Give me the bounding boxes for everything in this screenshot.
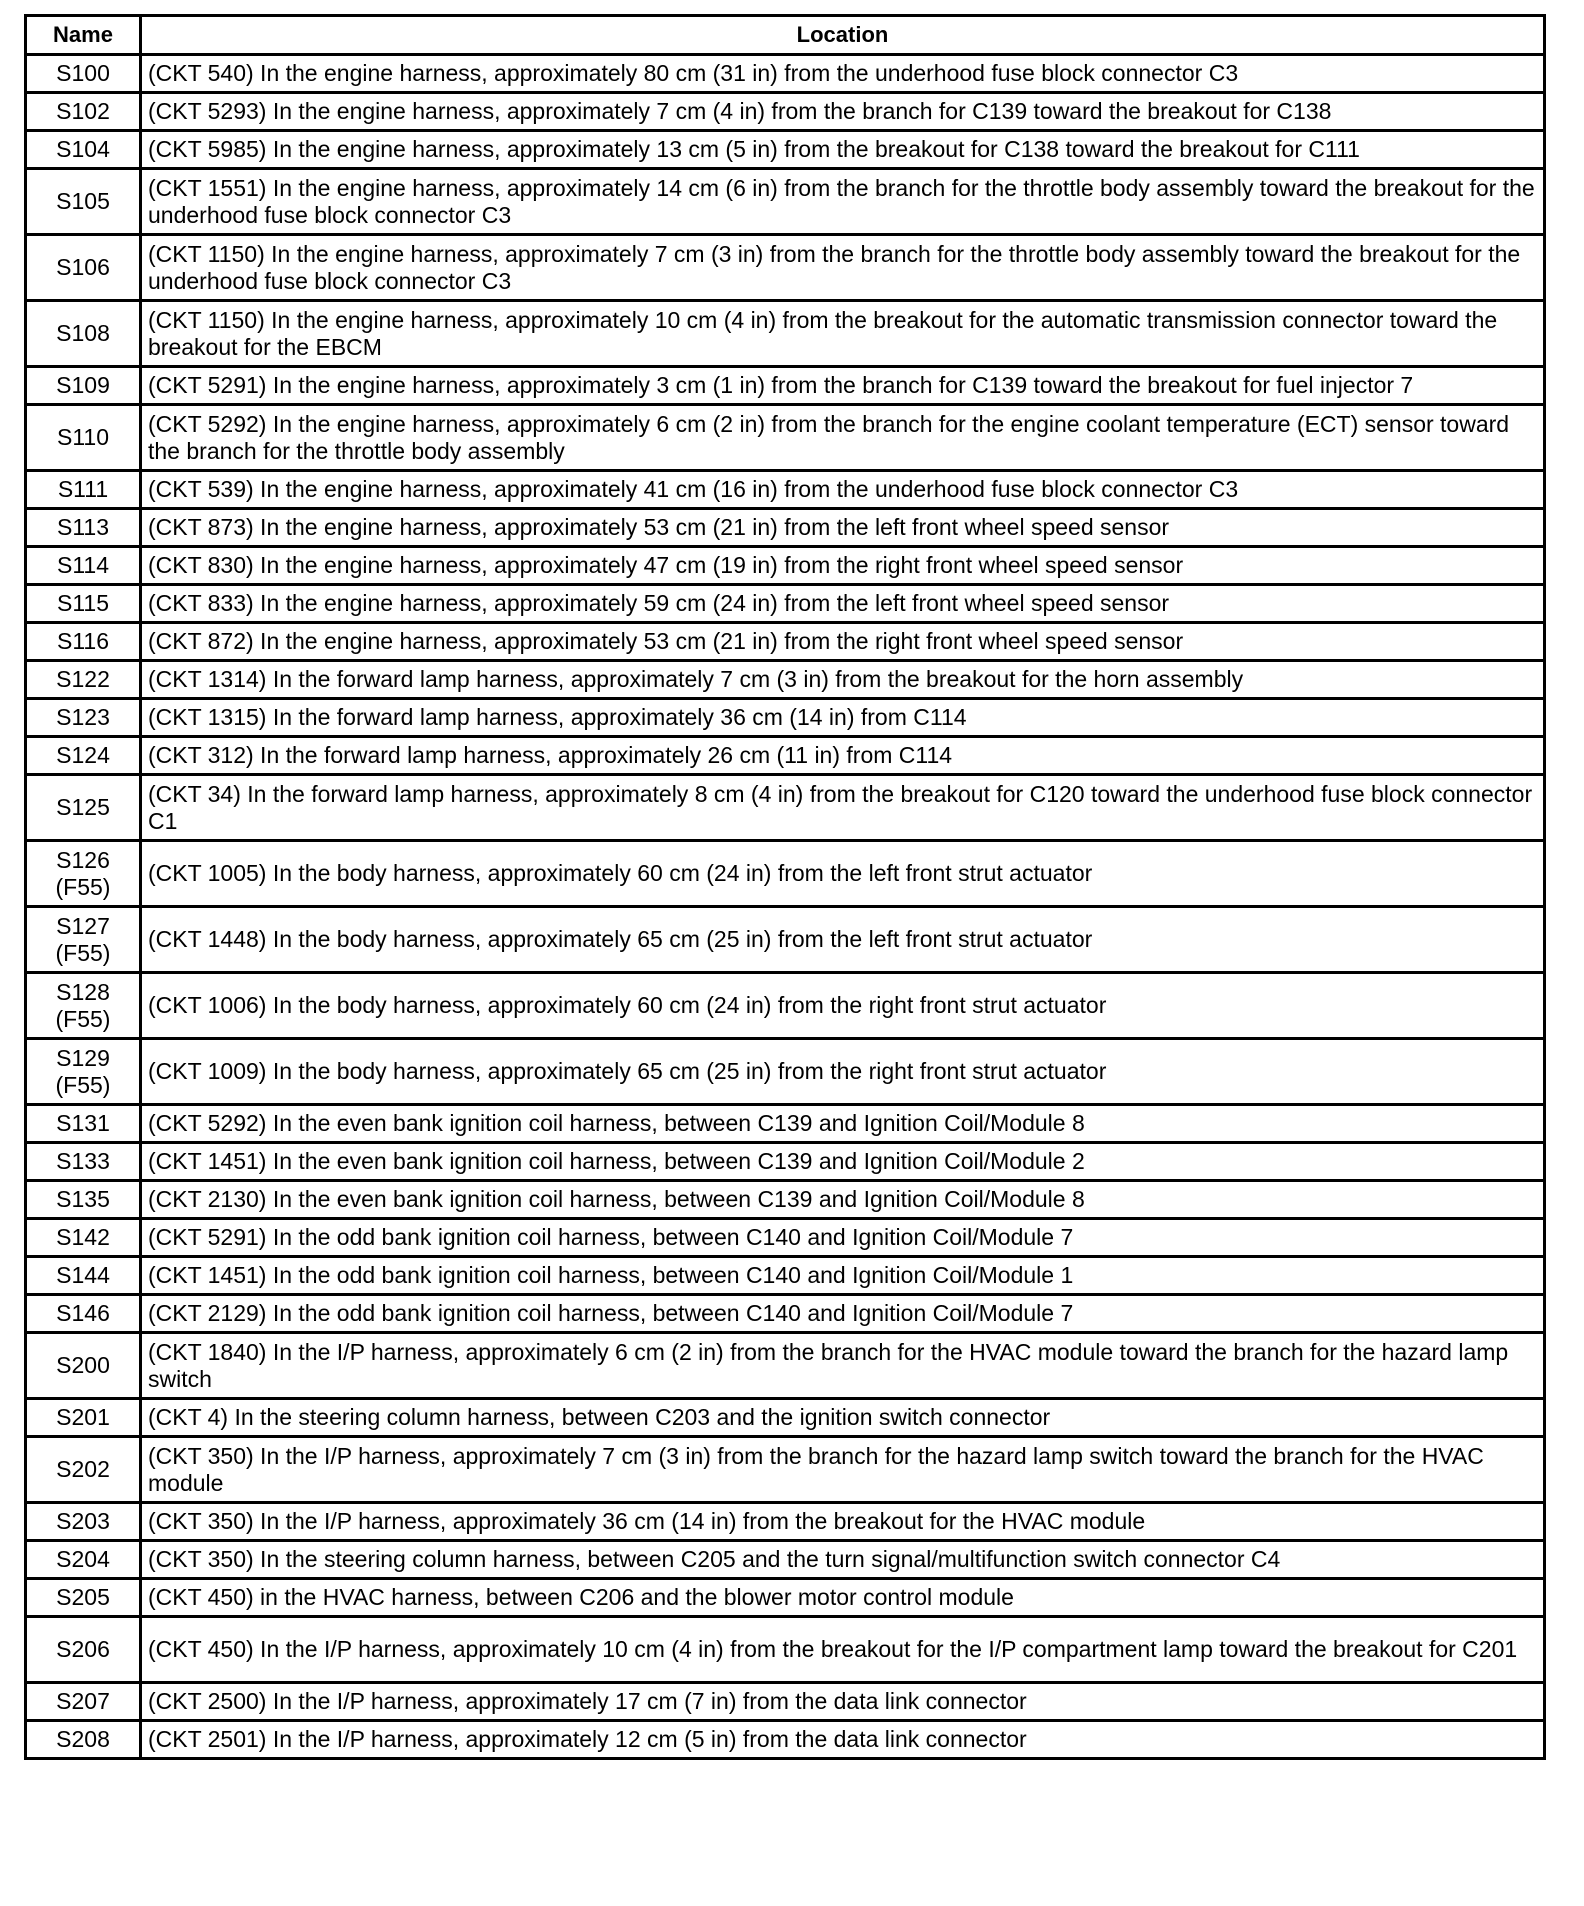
splice-name-cell: S124 [26, 737, 141, 775]
table-row [26, 93, 1545, 131]
splice-name-cell: S122 [26, 661, 141, 699]
splice-location-cell: (CKT 872) In the engine harness, approximately 53 cm (21 in) from the right front wheel speed sensor [141, 623, 1545, 661]
splice-name-cell: S106 [26, 235, 141, 301]
splice-name-cell: S142 [26, 1219, 141, 1257]
table-row [26, 55, 1545, 93]
splice-name-cell: S110 [26, 405, 141, 471]
splice-location-cell: (CKT 2501) In the I/P harness, approximately 12 cm (5 in) from the data link connector [141, 1721, 1545, 1759]
column-header-location: Location [141, 16, 1545, 55]
splice-name-cell: S208 [26, 1721, 141, 1759]
splice-name-cell: S131 [26, 1105, 141, 1143]
splice-location-table [24, 14, 1546, 1760]
splice-name-cell: S128 (F55) [26, 973, 141, 1039]
table-row [26, 235, 1545, 301]
table-row [26, 509, 1545, 547]
table-row [26, 1503, 1545, 1541]
splice-location-cell: (CKT 350) In the I/P harness, approximately 7 cm (3 in) from the branch for the hazard lamp switch toward the branch for the HVAC module [141, 1437, 1545, 1503]
splice-location-cell: (CKT 1006) In the body harness, approximately 60 cm (24 in) from the right front strut actuator [141, 973, 1545, 1039]
splice-location-cell: (CKT 2500) In the I/P harness, approximately 17 cm (7 in) from the data link connector [141, 1683, 1545, 1721]
splice-name-cell: S127 (F55) [26, 907, 141, 973]
table-row [26, 623, 1545, 661]
splice-location-cell: (CKT 2129) In the odd bank ignition coil harness, between C140 and Ignition Coil/Module 7 [141, 1295, 1545, 1333]
splice-name-cell: S113 [26, 509, 141, 547]
table-row [26, 1399, 1545, 1437]
splice-location-cell: (CKT 5291) In the odd bank ignition coil harness, between C140 and Ignition Coil/Module 7 [141, 1219, 1545, 1257]
splice-name-cell: S207 [26, 1683, 141, 1721]
splice-location-cell: (CKT 34) In the forward lamp harness, approximately 8 cm (4 in) from the breakout for C120 toward the underhood fuse block connector C1 [141, 775, 1545, 841]
table-row [26, 405, 1545, 471]
column-header-name: Name [26, 16, 141, 55]
splice-name-cell: S111 [26, 471, 141, 509]
splice-name-cell: S203 [26, 1503, 141, 1541]
table-row [26, 1257, 1545, 1295]
table-row [26, 1721, 1545, 1759]
splice-name-cell: S205 [26, 1579, 141, 1617]
splice-name-cell: S114 [26, 547, 141, 585]
splice-name-cell: S115 [26, 585, 141, 623]
splice-name-cell: S102 [26, 93, 141, 131]
splice-location-cell: (CKT 830) In the engine harness, approximately 47 cm (19 in) from the right front wheel speed sensor [141, 547, 1545, 585]
table-row [26, 547, 1545, 585]
splice-name-cell: S202 [26, 1437, 141, 1503]
splice-location-cell: (CKT 350) In the I/P harness, approximately 36 cm (14 in) from the breakout for the HVAC module [141, 1503, 1545, 1541]
table-row [26, 1039, 1545, 1105]
splice-name-cell: S116 [26, 623, 141, 661]
splice-location-cell: (CKT 5291) In the engine harness, approximately 3 cm (1 in) from the branch for C139 toward the breakout for fuel injector 7 [141, 367, 1545, 405]
splice-location-cell: (CKT 312) In the forward lamp harness, approximately 26 cm (11 in) from C114 [141, 737, 1545, 775]
splice-location-cell: (CKT 4) In the steering column harness, between C203 and the ignition switch connector [141, 1399, 1545, 1437]
table-row [26, 1295, 1545, 1333]
table-row [26, 1579, 1545, 1617]
splice-location-cell: (CKT 1551) In the engine harness, approximately 14 cm (6 in) from the branch for the throttle body assembly toward the breakout for the underhood fuse block connector C3 [141, 169, 1545, 235]
table-row [26, 841, 1545, 907]
splice-location-cell: (CKT 1150) In the engine harness, approximately 10 cm (4 in) from the breakout for the automatic transmission connector toward the breakout for the EBCM [141, 301, 1545, 367]
table-row [26, 471, 1545, 509]
splice-name-cell: S206 [26, 1617, 141, 1683]
table-row [26, 169, 1545, 235]
splice-location-cell: (CKT 1840) In the I/P harness, approximately 6 cm (2 in) from the branch for the HVAC module toward the branch for the hazard lamp switch [141, 1333, 1545, 1399]
splice-location-cell: (CKT 2130) In the even bank ignition coil harness, between C139 and Ignition Coil/Module 8 [141, 1181, 1545, 1219]
splice-name-cell: S144 [26, 1257, 141, 1295]
splice-location-cell: (CKT 540) In the engine harness, approximately 80 cm (31 in) from the underhood fuse block connector C3 [141, 55, 1545, 93]
splice-name-cell: S135 [26, 1181, 141, 1219]
splice-location-cell: (CKT 1314) In the forward lamp harness, approximately 7 cm (3 in) from the breakout for the horn assembly [141, 661, 1545, 699]
table-row [26, 907, 1545, 973]
table-row [26, 1105, 1545, 1143]
splice-name-cell: S126 (F55) [26, 841, 141, 907]
splice-location-cell: (CKT 1448) In the body harness, approximately 65 cm (25 in) from the left front strut actuator [141, 907, 1545, 973]
table-row [26, 1219, 1545, 1257]
table-row [26, 585, 1545, 623]
splice-name-cell: S133 [26, 1143, 141, 1181]
splice-name-cell: S129 (F55) [26, 1039, 141, 1105]
table-row [26, 1617, 1545, 1683]
table-row [26, 973, 1545, 1039]
table-header [26, 16, 1545, 55]
table-row [26, 301, 1545, 367]
splice-name-cell: S200 [26, 1333, 141, 1399]
splice-name-cell: S204 [26, 1541, 141, 1579]
splice-name-cell: S125 [26, 775, 141, 841]
splice-location-cell: (CKT 539) In the engine harness, approximately 41 cm (16 in) from the underhood fuse block connector C3 [141, 471, 1545, 509]
splice-location-cell: (CKT 5985) In the engine harness, approximately 13 cm (5 in) from the breakout for C138 toward the breakout for C111 [141, 131, 1545, 169]
table-row [26, 1143, 1545, 1181]
table-row [26, 1181, 1545, 1219]
splice-location-cell: (CKT 1451) In the even bank ignition coil harness, between C139 and Ignition Coil/Module 2 [141, 1143, 1545, 1181]
splice-location-cell: (CKT 1150) In the engine harness, approximately 7 cm (3 in) from the branch for the throttle body assembly toward the breakout for the underhood fuse block connector C3 [141, 235, 1545, 301]
splice-location-cell: (CKT 350) In the steering column harness, between C205 and the turn signal/multifunction switch connector C4 [141, 1541, 1545, 1579]
table-row [26, 775, 1545, 841]
splice-location-cell: (CKT 5293) In the engine harness, approximately 7 cm (4 in) from the branch for C139 toward the breakout for C138 [141, 93, 1545, 131]
table-row [26, 1541, 1545, 1579]
splice-name-cell: S104 [26, 131, 141, 169]
splice-location-cell: (CKT 1451) In the odd bank ignition coil harness, between C140 and Ignition Coil/Module 1 [141, 1257, 1545, 1295]
table-row [26, 1683, 1545, 1721]
splice-name-cell: S108 [26, 301, 141, 367]
table-body [26, 55, 1545, 1759]
splice-location-cell: (CKT 873) In the engine harness, approximately 53 cm (21 in) from the left front wheel speed sensor [141, 509, 1545, 547]
table-row [26, 1437, 1545, 1503]
table-row [26, 131, 1545, 169]
splice-name-cell: S100 [26, 55, 141, 93]
table-row [26, 661, 1545, 699]
splice-location-cell: (CKT 450) in the HVAC harness, between C206 and the blower motor control module [141, 1579, 1545, 1617]
splice-name-cell: S109 [26, 367, 141, 405]
splice-name-cell: S105 [26, 169, 141, 235]
splice-location-cell: (CKT 5292) In the engine harness, approximately 6 cm (2 in) from the branch for the engine coolant temperature (ECT) sensor toward the branch for the throttle body assembly [141, 405, 1545, 471]
header-row [26, 16, 1545, 55]
table-row [26, 737, 1545, 775]
splice-location-cell: (CKT 1005) In the body harness, approximately 60 cm (24 in) from the left front strut actuator [141, 841, 1545, 907]
table-row [26, 1333, 1545, 1399]
splice-name-cell: S201 [26, 1399, 141, 1437]
table-row [26, 699, 1545, 737]
table-row [26, 367, 1545, 405]
splice-location-cell: (CKT 1009) In the body harness, approximately 65 cm (25 in) from the right front strut actuator [141, 1039, 1545, 1105]
splice-name-cell: S123 [26, 699, 141, 737]
splice-location-cell: (CKT 1315) In the forward lamp harness, approximately 36 cm (14 in) from C114 [141, 699, 1545, 737]
splice-location-cell: (CKT 5292) In the even bank ignition coil harness, between C139 and Ignition Coil/Module 8 [141, 1105, 1545, 1143]
splice-location-cell: (CKT 450) In the I/P harness, approximately 10 cm (4 in) from the breakout for the I/P compartment lamp toward the breakout for C201 [141, 1617, 1545, 1683]
splice-location-cell: (CKT 833) In the engine harness, approximately 59 cm (24 in) from the left front wheel speed sensor [141, 585, 1545, 623]
splice-name-cell: S146 [26, 1295, 141, 1333]
